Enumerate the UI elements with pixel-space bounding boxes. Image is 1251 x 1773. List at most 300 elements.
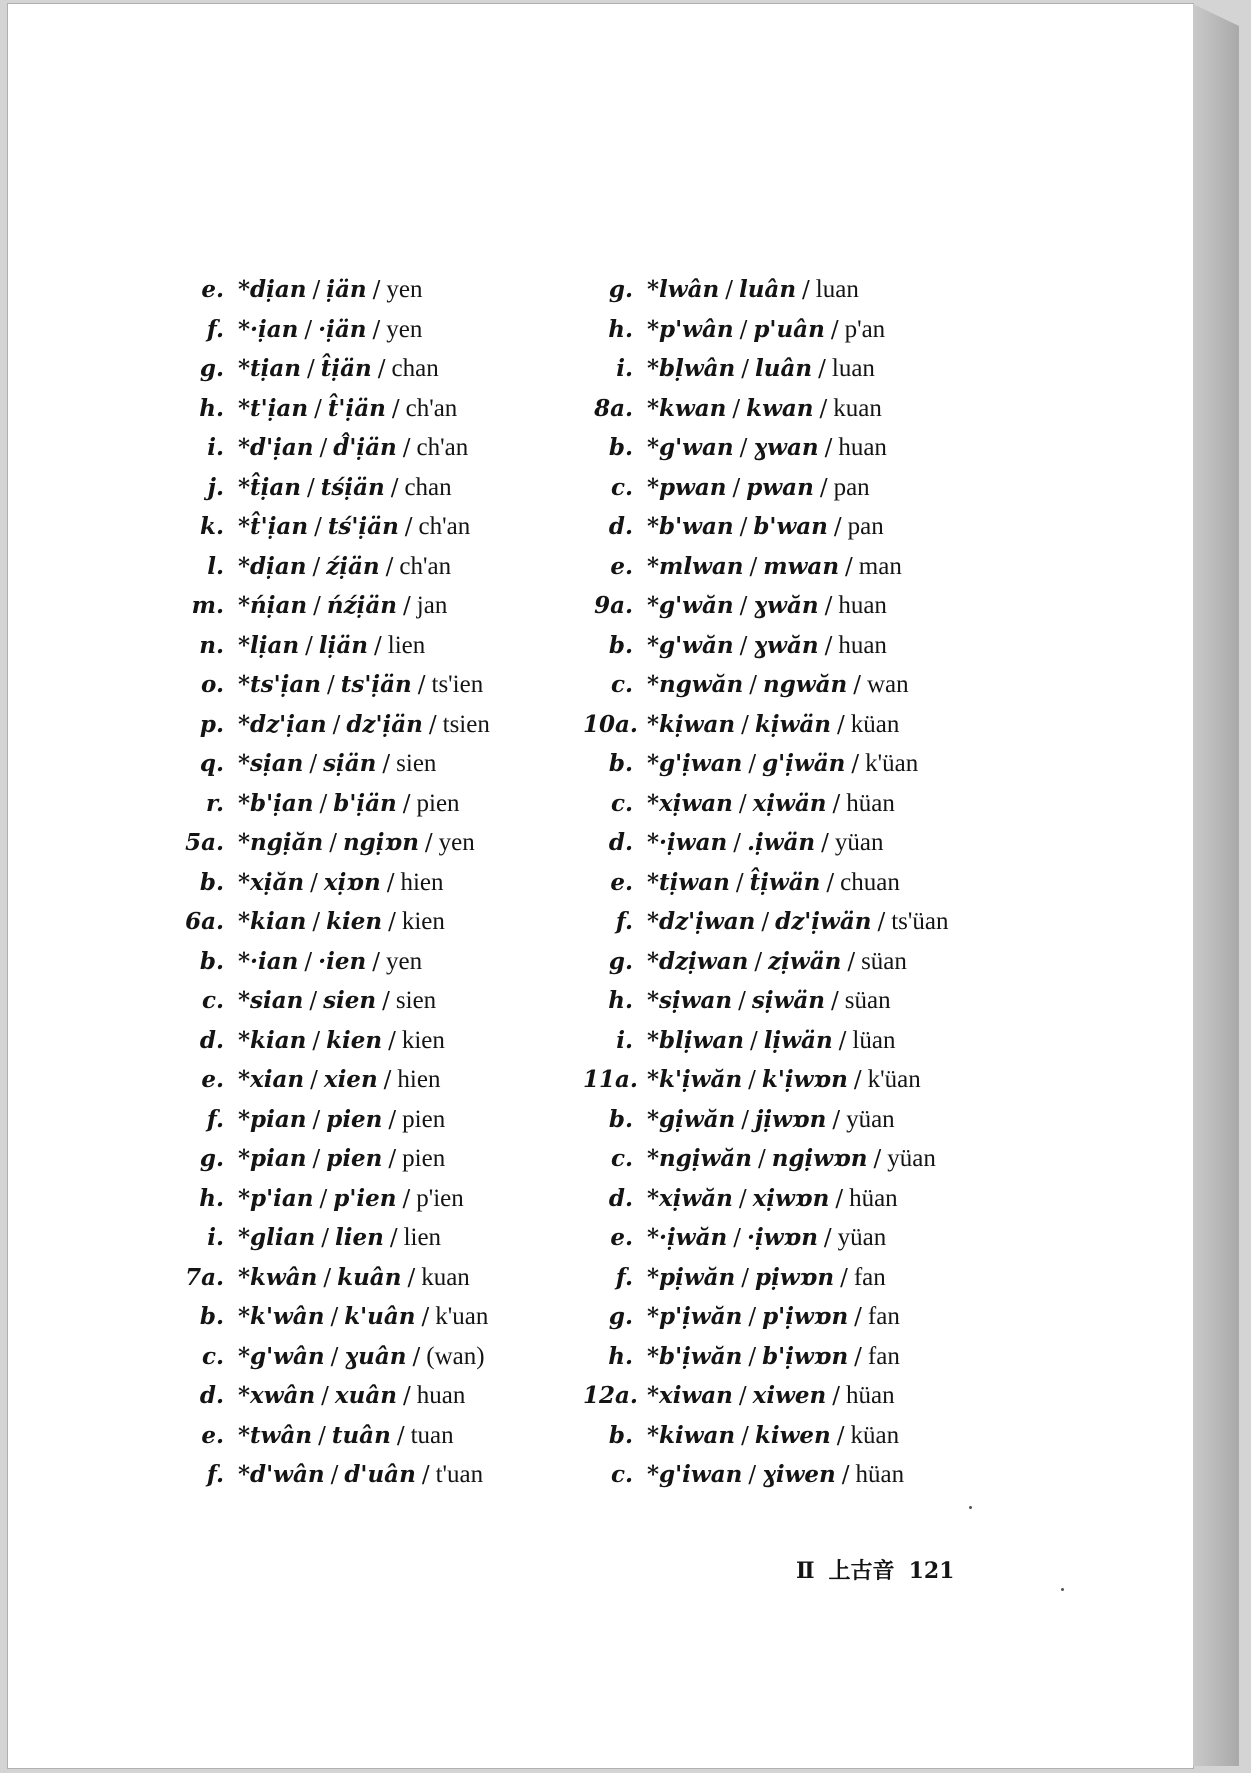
entry-label: h. [608,987,633,1014]
entry-row [174,1100,490,1140]
entry-label: q. [199,750,224,777]
entry-row [174,902,490,942]
entry-row [583,1218,949,1258]
old-chinese-reading: *gịwăn [647,1105,736,1133]
middle-chinese-reading: dz'ịwän [775,908,872,935]
middle-chinese-reading: b'ịän [333,789,397,817]
entry-label: d. [608,1184,633,1212]
separator: / [832,1383,841,1409]
modern-reading: yüan [834,829,884,856]
separator: / [330,1304,339,1330]
entry-row [583,1258,949,1298]
entry-label: e. [201,1421,224,1449]
separator: / [310,869,318,896]
separator: / [830,316,839,343]
middle-chinese-reading: kien [326,908,383,935]
modern-reading: t'uan [435,1461,484,1488]
entry-label: m. [191,592,224,619]
entry-row [583,389,949,429]
modern-reading: pien [416,789,460,817]
entry-row [583,468,949,508]
entry-row [583,705,949,745]
entry-row [174,744,490,784]
separator: / [748,751,757,777]
modern-reading: wan [867,671,909,698]
modern-reading: kuan [833,394,882,422]
separator: / [382,751,391,777]
middle-chinese-reading: k'ịwɒn [761,1066,848,1093]
page-number: 121 [908,1558,955,1584]
modern-reading: luan [831,355,875,382]
entry-label: 11a. [583,1066,638,1093]
modern-reading: lüan [852,1026,896,1054]
entry-row [174,547,490,587]
entry-row [174,1416,490,1456]
old-chinese-reading: *p'ian [238,1184,314,1212]
old-chinese-reading: *kwân [238,1263,318,1291]
old-chinese-reading: *lịan [238,631,300,659]
book-page [8,4,1193,1768]
separator: / [732,395,741,422]
separator: / [741,1422,749,1449]
old-chinese-reading: *dzịwan [647,947,749,975]
speck [1061,1588,1064,1591]
middle-chinese-reading: t̂'ịän [327,394,386,422]
old-chinese-reading: *dz'ịan [238,710,327,738]
middle-chinese-reading: t̂ịän [320,355,372,382]
middle-chinese-reading: xịwän [752,789,827,817]
left-column [174,270,490,1495]
separator: / [372,948,381,975]
middle-chinese-reading: kien [326,1026,383,1054]
separator: / [824,593,833,619]
old-chinese-reading: *·ịwăn [647,1224,728,1251]
chapter-number: Ⅱ [796,1558,815,1584]
middle-chinese-reading: p'ịwɒn [762,1303,849,1330]
modern-reading: kien [401,1026,445,1054]
separator: / [823,1225,832,1251]
entry-row [583,863,949,903]
entry-row [583,349,949,389]
entry-label: g. [608,947,633,975]
entry-label: b. [608,750,633,777]
separator: / [310,1067,318,1093]
middle-chinese-reading: xịwɒn [752,1184,830,1212]
entry-row [174,310,490,350]
separator: / [741,356,750,382]
separator: / [314,514,322,540]
modern-reading: (wan) [426,1342,485,1370]
separator: / [819,395,828,422]
entry-row [583,823,949,863]
entry-label: h. [199,394,224,422]
separator: / [832,1106,841,1133]
modern-reading: yen [386,947,423,975]
separator: / [853,1067,862,1093]
entry-row [583,626,949,666]
separator: / [403,593,411,619]
separator: / [312,553,321,580]
old-chinese-reading: *pịwăn [647,1263,736,1291]
right-column [583,270,949,1495]
entry-label: f. [615,908,633,935]
modern-reading: man [858,552,902,580]
separator: / [735,869,744,896]
entry-label: e. [610,868,633,896]
separator: / [748,1462,757,1488]
modern-reading: lien [387,631,426,659]
entry-row [583,744,949,784]
middle-chinese-reading: d̂'ịän [333,434,397,461]
entry-row [583,1021,949,1061]
entry-row [583,428,949,468]
old-chinese-reading: *t̂ịan [238,473,302,501]
entry-row [174,863,490,903]
separator: / [318,1422,326,1449]
separator: / [309,988,318,1014]
old-chinese-reading: *tịwan [647,868,730,896]
old-chinese-reading: *g'wan [647,434,734,461]
separator: / [404,514,413,540]
separator: / [313,593,321,619]
middle-chinese-reading: tuân [331,1421,391,1449]
old-chinese-reading: *xịăn [238,868,305,896]
entry-row [174,389,490,429]
middle-chinese-reading: jịwɒn [755,1105,827,1133]
entry-row [583,547,949,587]
separator: / [388,1146,397,1172]
modern-reading: tuan [410,1421,454,1449]
separator: / [738,988,746,1014]
old-chinese-reading: *kian [238,908,307,935]
middle-chinese-reading: sịän [323,750,377,777]
separator: / [407,1264,416,1291]
modern-reading: sien [396,750,437,777]
entry-label: g. [608,276,633,303]
middle-chinese-reading: ts'ịän [340,671,412,698]
entry-label: i. [207,434,224,461]
modern-reading: hien [400,868,444,896]
old-chinese-reading: *ngịăn [238,829,324,856]
entry-row [583,1376,949,1416]
middle-chinese-reading: p'uân [753,315,825,343]
separator: / [741,711,749,738]
middle-chinese-reading: xịɒn [323,868,381,896]
entry-label: d. [199,1382,224,1409]
separator: / [818,356,826,382]
separator: / [421,1462,430,1488]
separator: / [319,1185,328,1212]
entry-label: 8a. [594,394,633,422]
separator: / [314,395,322,422]
separator: / [389,1225,398,1251]
separator: / [824,435,833,461]
entry-label: 12a. [583,1382,638,1409]
modern-reading: pien [402,1145,446,1172]
old-chinese-reading: *sịan [238,750,304,777]
entry-row [583,507,949,547]
old-chinese-reading: *mlwan [647,552,744,580]
entry-row [583,784,949,824]
separator: / [836,1422,845,1449]
entry-row [583,1455,949,1495]
separator: / [383,1067,392,1093]
separator: / [332,711,341,738]
separator: / [837,711,845,738]
middle-chinese-reading: ɣwăn [753,592,819,619]
modern-reading: k'uan [435,1303,489,1330]
old-chinese-reading: *pwan [647,473,727,501]
entry-label: 9a. [594,592,633,619]
entry-row [174,270,490,310]
modern-reading: p'an [844,315,886,343]
entry-label: i. [616,355,633,382]
middle-chinese-reading: pien [326,1145,383,1172]
separator: / [725,277,733,303]
separator: / [330,1462,339,1488]
entry-label: n. [199,631,224,659]
separator: / [845,553,853,580]
separator: / [824,632,833,659]
separator: / [840,1264,848,1291]
entry-row [583,981,949,1021]
old-chinese-reading: *g'ịwan [647,750,743,777]
entry-label: l. [207,552,224,580]
entry-label: d. [199,1026,224,1054]
entry-row [174,981,490,1021]
entry-row [583,1337,949,1377]
old-chinese-reading: *twân [238,1421,313,1449]
separator: / [304,948,313,975]
entry-row [174,507,490,547]
middle-chinese-reading: ɣiwen [762,1461,836,1488]
middle-chinese-reading: kwan [746,394,814,422]
separator: / [761,909,770,935]
middle-chinese-reading: mwan [763,552,840,580]
modern-reading: jan [416,592,448,619]
entry-label: p. [199,710,224,738]
middle-chinese-reading: pịwɒn [755,1263,835,1291]
old-chinese-reading: *b'wan [647,513,734,540]
entry-row [583,310,949,350]
separator: / [304,316,313,343]
modern-reading: k'üan [865,750,919,777]
separator: / [739,514,748,540]
separator: / [319,435,328,461]
entry-row [174,942,490,982]
old-chinese-reading: *dz'ịwan [647,908,756,935]
entry-label: i. [616,1026,633,1054]
modern-reading: yüan [887,1145,936,1172]
entry-row [583,1060,949,1100]
old-chinese-reading: *glian [238,1224,316,1251]
modern-reading: yüan [837,1224,887,1251]
modern-reading: süan [861,947,907,975]
separator: / [733,830,741,856]
separator: / [738,1383,747,1409]
entry-row [174,1297,490,1337]
separator: / [321,1383,329,1409]
entry-row [174,1179,490,1219]
old-chinese-reading: *d'wân [238,1461,325,1488]
middle-chinese-reading: pien [326,1105,383,1133]
entry-label: b. [608,631,633,659]
modern-reading: pan [833,473,870,501]
entry-label: k. [200,513,224,540]
old-chinese-reading: *bḷwân [647,355,736,382]
entry-row [174,586,490,626]
old-chinese-reading: *sian [238,987,304,1014]
middle-chinese-reading: sịwän [751,987,826,1014]
separator: / [750,1027,758,1054]
separator: / [821,830,829,856]
separator: / [741,1106,750,1133]
separator: / [385,553,394,580]
old-chinese-reading: *·ian [238,947,299,975]
middle-chinese-reading: g'ịwän [762,750,846,777]
middle-chinese-reading: k'uân [344,1303,416,1330]
separator: / [732,474,741,501]
entry-row [174,1455,490,1495]
middle-chinese-reading: ngịɒn [342,829,419,856]
middle-chinese-reading: ńźịän [326,592,398,619]
separator: / [754,948,763,975]
middle-chinese-reading: ·ịän [318,315,367,343]
entry-label: h. [608,315,633,343]
separator: / [877,909,886,935]
entry-row [174,1021,490,1061]
middle-chinese-reading: ·ien [318,947,367,975]
separator: / [312,1106,321,1133]
old-chinese-reading: *dịan [238,552,307,580]
entry-label: b. [199,947,224,975]
old-chinese-reading: *xịwăn [647,1184,733,1212]
middle-chinese-reading: dz'ịän [346,710,423,738]
old-chinese-reading: *p'wân [647,315,734,343]
separator: / [802,277,810,303]
separator: / [305,632,313,659]
old-chinese-reading: *dịan [238,276,307,303]
modern-reading: hüan [855,1461,905,1488]
old-chinese-reading: *g'wăn [647,631,734,659]
modern-reading: huan [838,434,887,461]
entry-row [174,665,490,705]
entry-label: j. [207,473,224,501]
old-chinese-reading: *d'ịan [238,434,314,461]
separator: / [748,1067,756,1093]
modern-reading: fan [853,1263,886,1291]
old-chinese-reading: *sịwan [647,987,733,1014]
separator: / [412,1343,421,1370]
entry-row [174,1139,490,1179]
separator: / [312,909,321,935]
modern-reading: fan [867,1303,900,1330]
page-footer [796,1554,969,1585]
modern-reading: süan [844,987,891,1014]
entry-row [174,626,490,666]
separator: / [309,751,318,777]
separator: / [372,316,381,343]
separator: / [391,395,400,422]
modern-reading: yen [386,315,423,343]
separator: / [372,277,381,303]
old-chinese-reading: *xiwan [647,1382,733,1409]
middle-chinese-reading: xiwen [752,1382,827,1409]
entry-row [174,1060,490,1100]
separator: / [402,1185,411,1212]
separator: / [826,869,835,896]
old-chinese-reading: *g'wân [238,1342,325,1370]
entry-label: 7a. [185,1263,224,1291]
old-chinese-reading: *·ịan [238,315,299,343]
separator: / [312,1146,321,1172]
entry-label: o. [201,671,224,698]
separator: / [738,1185,747,1212]
modern-reading: hüan [846,1382,895,1409]
separator: / [330,1343,339,1370]
modern-reading: kien [401,908,445,935]
middle-chinese-reading: kuân [337,1263,402,1291]
middle-chinese-reading: ngwăn [763,671,848,698]
old-chinese-reading: *ńịan [238,592,308,619]
entry-row [583,1416,949,1456]
entry-label: h. [608,1342,633,1370]
entry-row [174,823,490,863]
middle-chinese-reading: pwan [746,473,814,501]
old-chinese-reading: *lwân [647,276,720,303]
separator: / [819,474,828,501]
separator: / [321,1225,329,1251]
modern-reading: ts'ien [431,671,484,698]
entry-row [174,349,490,389]
old-chinese-reading: *ngịwăn [647,1145,752,1172]
old-chinese-reading: *p'ịwăn [647,1303,743,1330]
modern-reading: küan [850,710,900,738]
old-chinese-reading: *t'ịan [238,394,309,422]
old-chinese-reading: *xwân [238,1382,316,1409]
modern-reading: ts'üan [891,908,949,935]
entry-label: 5a. [185,829,224,856]
speck [969,1506,972,1509]
separator: / [417,672,426,698]
modern-reading: fan [867,1342,900,1370]
entry-label: f. [206,1105,224,1133]
separator: / [733,1225,741,1251]
entry-row [583,1179,949,1219]
middle-chinese-reading: ɣwăn [753,631,819,659]
modern-reading: tsien [442,710,490,738]
separator: / [758,1146,766,1172]
separator: / [739,316,748,343]
separator: / [854,1343,862,1370]
old-chinese-reading: *blịwan [647,1026,745,1054]
entry-label: c. [201,987,224,1014]
entry-label: f. [615,1263,633,1291]
separator: / [835,1185,844,1212]
modern-reading: luan [815,276,859,303]
modern-reading: p'ien [416,1184,464,1212]
separator: / [421,1304,430,1330]
separator: / [312,1027,321,1054]
separator: / [749,553,758,580]
middle-chinese-reading: d'uân [344,1461,416,1488]
separator: / [831,988,839,1014]
modern-reading: ch'an [416,434,469,461]
separator: / [854,1304,862,1330]
old-chinese-reading: *·ịwan [647,829,728,856]
modern-reading: yüan [846,1105,895,1133]
separator: / [838,1027,847,1054]
